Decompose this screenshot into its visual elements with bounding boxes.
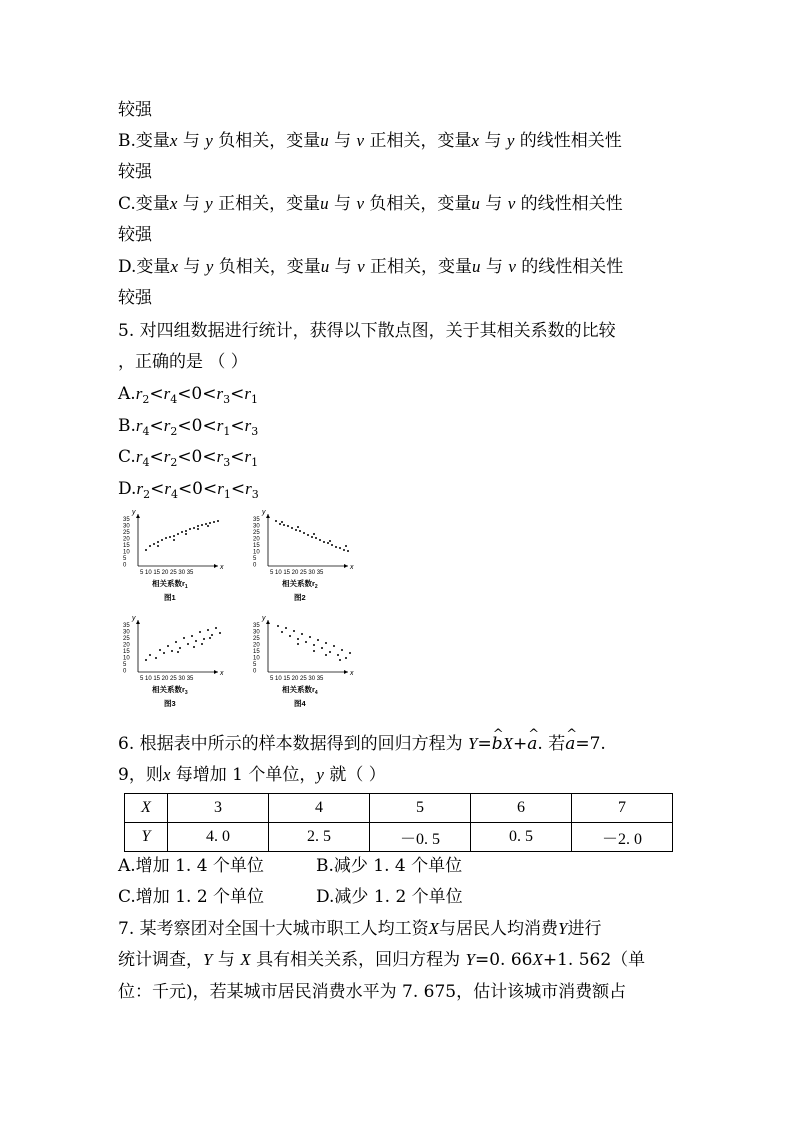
table-cell: －2. 0: [572, 823, 673, 852]
y-tick-label: 0: [123, 668, 127, 675]
y-tick-label: 25: [253, 530, 260, 536]
y-tick-label: 15: [253, 649, 260, 655]
x-arrow: [214, 670, 218, 674]
table-cell: 3: [168, 794, 269, 823]
scatter-point: [303, 532, 305, 534]
q6-option-b[interactable]: B.减少 1. 4 个单位: [316, 856, 463, 876]
scatter-point: [205, 523, 207, 525]
x-axis-label: x: [220, 564, 224, 571]
y-arrow: [266, 514, 270, 518]
scatter-point: [183, 637, 185, 639]
y-tick-label: 20: [253, 642, 260, 649]
scatter-point: [297, 643, 299, 645]
scatter-point: [145, 549, 147, 551]
q5-option-d[interactable]: $D.r_2<r_4<0<r_1<r_3$: [118, 479, 259, 501]
scatter-point: [157, 541, 159, 543]
y-axis-label: y: [132, 615, 136, 622]
table-cell: －0. 5: [370, 823, 471, 852]
scatter-point: [319, 539, 321, 541]
x-arrow: [344, 670, 348, 674]
y-tick-label: 25: [253, 636, 260, 642]
scatter-plot-3: [120, 614, 230, 718]
plot-caption: 相关系数$r_2$: [282, 579, 318, 590]
scatter-point: [191, 635, 193, 637]
table-cell: X: [125, 794, 168, 823]
y-tick-label: 5: [253, 662, 257, 668]
scatter-point: [169, 536, 171, 538]
scatter-point: [173, 535, 175, 537]
y-tick-label: 10: [123, 549, 130, 556]
scatter-point: [321, 647, 323, 649]
scatter-point: [197, 525, 199, 527]
q4-option-d-tail: 较强: [118, 288, 152, 308]
scatter-point: [339, 659, 341, 661]
scatter-point: [311, 536, 313, 538]
scatter-point: [293, 630, 295, 632]
scatter-point: [281, 631, 283, 633]
x-tick-labels: 5 10 15 20 25 30 35: [140, 570, 194, 576]
table-row-y: [125, 823, 673, 852]
scatter-point: [335, 546, 337, 548]
plot-caption-sub: 2: [314, 584, 318, 590]
y-tick-label: 35: [123, 623, 130, 629]
scatter-point: [163, 652, 165, 654]
table-row-x: [125, 794, 673, 823]
scatter-point: [159, 649, 161, 651]
plot-caption: 相关系数$r_4$: [282, 685, 318, 696]
y-axis-label: y: [262, 509, 266, 516]
scatter-point: [297, 638, 299, 640]
y-tick-label: 30: [123, 523, 130, 530]
y-tick-label: 5: [123, 556, 127, 562]
scatter-point: [305, 641, 307, 643]
scatter-point: [197, 528, 199, 530]
scatter-point: [153, 543, 155, 545]
y-tick-label: 20: [123, 536, 130, 543]
y-tick-label: 20: [253, 536, 260, 543]
x-tick-labels: 5 10 15 20 25 30 35: [140, 676, 194, 682]
scatter-point: [161, 539, 163, 541]
scatter-point: [171, 650, 173, 652]
y-tick-label: 10: [123, 655, 130, 662]
scatter-plot-4: [250, 614, 360, 718]
plot-figure-label: 图2: [294, 593, 306, 602]
scatter-point: [337, 654, 339, 656]
scatter-point: [185, 533, 187, 535]
y-axis-label: y: [132, 509, 136, 516]
y-tick-label: 5: [123, 662, 127, 668]
scatter-plot-2: [250, 508, 360, 612]
scatter-point: [203, 638, 205, 640]
scatter-point: [343, 549, 345, 551]
q6-stem-line2: 9，则x 每增加 1 个单位，y 就（ ）: [118, 765, 386, 785]
scatter-point: [323, 541, 325, 543]
plot-figure-label: 图4: [294, 699, 306, 708]
scatter-point: [299, 530, 301, 532]
table-cell: 2. 5: [269, 823, 370, 852]
prev-option-tail: 较强: [118, 100, 152, 120]
scatter-point: [277, 625, 279, 627]
y-tick-label: 30: [253, 629, 260, 636]
y-axis-label: y: [262, 615, 266, 622]
table-cell: 4: [269, 794, 370, 823]
y-tick-label: 20: [123, 642, 130, 649]
scatter-point: [349, 652, 351, 654]
scatter-point: [325, 654, 327, 656]
scatter-point: [217, 520, 219, 522]
scatter-point: [181, 531, 183, 533]
x-tick-labels: 5 10 15 20 25 30 35: [270, 676, 324, 682]
scatter-point: [313, 533, 315, 535]
scatter-point: [279, 523, 281, 525]
table-cell: 6: [471, 794, 572, 823]
scatter-point: [209, 637, 211, 639]
x-tick-labels: 5 10 15 20 25 30 35: [270, 570, 324, 576]
y-tick-label: 0: [253, 668, 257, 675]
plot-figure-label: 图1: [164, 593, 176, 602]
scatter-point: [333, 645, 335, 647]
scatter-point: [215, 627, 217, 629]
scatter-svg-3: [120, 614, 230, 714]
q6-option-d[interactable]: D.减少 1. 2 个单位: [316, 887, 463, 907]
scatter-point: [301, 633, 303, 635]
x-axis-label: x: [350, 670, 354, 677]
plot-caption-sub: 1: [184, 584, 188, 590]
scatter-point: [211, 634, 213, 636]
scatter-point: [219, 632, 221, 634]
scatter-point: [327, 542, 329, 544]
y-tick-label: 25: [123, 636, 130, 642]
scatter-point: [315, 537, 317, 539]
scatter-plot-1: [120, 508, 230, 612]
scatter-point: [207, 525, 209, 527]
scatter-svg-1: [120, 508, 230, 608]
scatter-point: [175, 641, 177, 643]
q5-stem-line1: 5. 对四组数据进行统计，获得以下散点图，关于其相关系数的比较: [118, 321, 616, 341]
y-tick-label: 30: [253, 523, 260, 530]
y-arrow: [266, 620, 270, 624]
scatter-point: [345, 657, 347, 659]
x-arrow: [214, 564, 218, 568]
scatter-point: [285, 627, 287, 629]
q6-data-table: [124, 793, 673, 852]
q6-stem-line1: 6. 根据表中所示的样本数据得到的回归方程为 Y=^ bX+^ a. 若^ a=7.: [118, 733, 606, 755]
scatter-point: [199, 631, 201, 633]
scatter-point: [295, 529, 297, 531]
q7-stem-line1: 7. 某考察团对全国十大城市职工人均工资X与居民人均消费Y进行: [118, 919, 602, 939]
scatter-point: [195, 640, 197, 642]
y-tick-label: 35: [253, 517, 260, 523]
scatter-point: [289, 635, 291, 637]
scatter-point: [345, 545, 347, 547]
q4-option-b[interactable]: B.变量x 与 y 负相关，变量u 与 v 正相关，变量x 与 y 的线性相关性: [118, 131, 622, 151]
y-tick-label: 10: [253, 549, 260, 556]
scatter-point: [187, 643, 189, 645]
y-tick-label: 30: [123, 629, 130, 636]
x-axis-label: x: [350, 564, 354, 571]
q7-stem-line2: 统计调查，Y 与 X 具有相关关系，回归方程为 Y=0. 66X+1. 562（单: [118, 950, 646, 970]
x-axis-label: x: [220, 670, 224, 677]
scatter-point: [173, 539, 175, 541]
q4-option-b-tail: 较强: [118, 162, 152, 182]
scatter-point: [347, 550, 349, 552]
q4-option-c-tail: 较强: [118, 225, 152, 245]
plot-caption-sub: 3: [184, 690, 188, 696]
q5-option-c[interactable]: $C.r_4<r_2<0<r_3<r_1$: [118, 447, 259, 469]
scatter-point: [179, 647, 181, 649]
scatter-point: [167, 645, 169, 647]
scatter-point: [331, 544, 333, 546]
scatter-point: [329, 540, 331, 542]
table-cell: 7: [572, 794, 673, 823]
scatter-point: [325, 642, 327, 644]
scatter-point: [313, 650, 315, 652]
scatter-point: [307, 534, 309, 536]
scatter-point: [291, 527, 293, 529]
y-tick-label: 15: [123, 543, 130, 549]
q5-option-a[interactable]: $A.r_2<r_4<0<r_3<r_1$: [118, 384, 258, 406]
scatter-point: [317, 639, 319, 641]
scatter-svg-4: [250, 614, 360, 714]
scatter-point: [201, 643, 203, 645]
scatter-point: [149, 654, 151, 656]
scatter-point: [177, 651, 179, 653]
y-tick-label: 5: [253, 556, 257, 562]
scatter-point: [275, 520, 277, 522]
scatter-point: [149, 545, 151, 547]
scatter-point: [281, 521, 283, 523]
q7-stem-line3: 位：千元)，若某城市居民消费水平为 7. 675，估计该城市消费额占: [118, 982, 627, 1002]
scatter-point: [309, 636, 311, 638]
q6-option-c[interactable]: C.增加 1. 2 个单位: [118, 887, 265, 907]
plot-figure-label: 图3: [164, 699, 176, 708]
scatter-point: [341, 649, 343, 651]
plot-caption: 相关系数$r_3$: [152, 685, 188, 696]
table-cell: 5: [370, 794, 471, 823]
scatter-point: [329, 651, 331, 653]
scatter-point: [213, 521, 215, 523]
y-tick-label: 0: [253, 562, 257, 569]
scatter-point: [283, 524, 285, 526]
y-arrow: [136, 514, 140, 518]
x-arrow: [344, 564, 348, 568]
scatter-point: [157, 545, 159, 547]
q4-option-c[interactable]: C.变量x 与 y 正相关，变量u 与 v 负相关，变量u 与 v 的线性相关性: [118, 194, 623, 214]
scatter-point: [177, 533, 179, 535]
scatter-point: [193, 527, 195, 529]
scatter-point: [201, 524, 203, 526]
scatter-point: [207, 629, 209, 631]
y-tick-label: 15: [123, 649, 130, 655]
y-tick-label: 15: [253, 543, 260, 549]
q5-stem-line2: ，正确的是 （ ）: [118, 352, 248, 372]
plot-caption-sub: 4: [314, 690, 318, 696]
scatter-point: [145, 659, 147, 661]
y-tick-label: 35: [123, 517, 130, 523]
y-tick-label: 25: [123, 530, 130, 536]
scatter-point: [287, 525, 289, 527]
q6-option-a[interactable]: A.增加 1. 4 个单位: [118, 856, 264, 876]
scatter-point: [189, 528, 191, 530]
q5-option-b[interactable]: $B.r_4<r_2<0<r_1<r_3$: [118, 416, 259, 438]
y-tick-label: 10: [253, 655, 260, 662]
scatter-point: [165, 537, 167, 539]
plot-caption: 相关系数$r_1$: [152, 579, 188, 590]
y-tick-label: 0: [123, 562, 127, 569]
scatter-point: [155, 657, 157, 659]
scatter-point: [193, 646, 195, 648]
y-tick-label: 35: [253, 623, 260, 629]
y-arrow: [136, 620, 140, 624]
scatter-point: [297, 526, 299, 528]
table-cell: 4. 0: [168, 823, 269, 852]
scatter-point: [185, 530, 187, 532]
table-cell: Y: [125, 823, 168, 852]
table-cell: 0. 5: [471, 823, 572, 852]
scatter-point: [209, 522, 211, 524]
scatter-point: [339, 547, 341, 549]
scatter-svg-2: [250, 508, 360, 608]
q4-option-d[interactable]: D.变量x 与 y 负相关，变量u 与 v 正相关，变量u 与 v 的线性相关性: [118, 257, 624, 277]
scatter-point: [313, 644, 315, 646]
